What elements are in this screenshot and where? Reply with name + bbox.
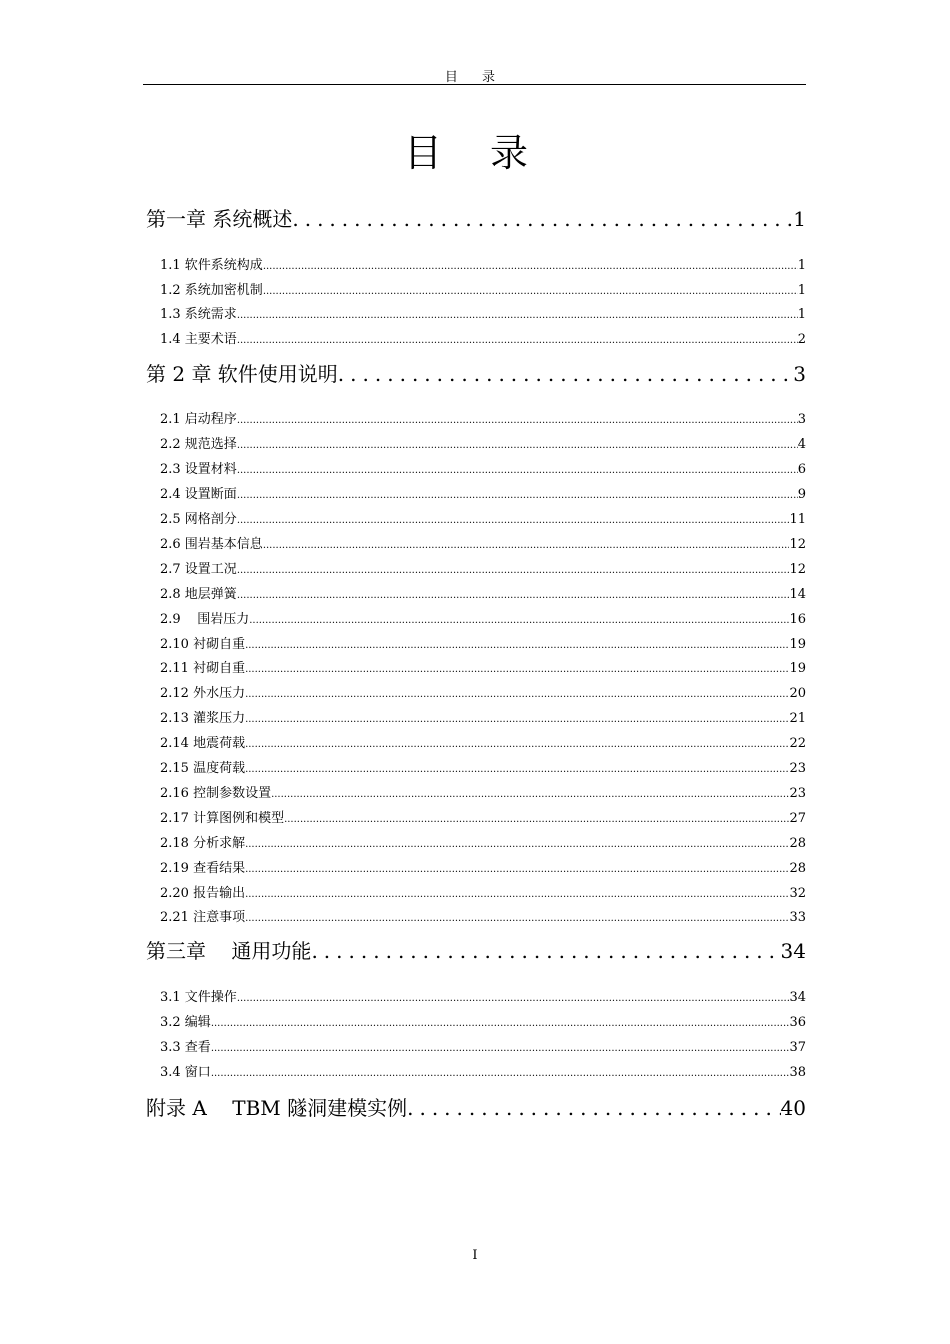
dot-leader xyxy=(263,261,798,272)
toc-section-label: 1.3 系统需求 xyxy=(160,307,237,321)
toc-page-number: 3 xyxy=(793,362,806,386)
toc-page-number: 32 xyxy=(789,886,806,900)
toc-section[interactable] xyxy=(160,986,806,1004)
toc-page-number: 12 xyxy=(789,562,806,576)
toc-section-label: 1.1 软件系统构成 xyxy=(160,258,263,272)
toc-chapter-2[interactable] xyxy=(146,358,806,386)
toc-section[interactable] xyxy=(160,328,806,346)
toc-page-number: 1 xyxy=(793,207,806,231)
header-rule xyxy=(143,84,806,85)
toc-page-number: 34 xyxy=(780,939,806,963)
toc-section[interactable] xyxy=(160,254,806,272)
toc-page-number: 20 xyxy=(789,686,806,700)
toc-page-number: 23 xyxy=(789,786,806,800)
dot-leader xyxy=(245,664,789,675)
toc-section-label: 2.6 围岩基本信息 xyxy=(160,537,263,551)
toc-page-number: 37 xyxy=(789,1040,806,1054)
toc-page-number: 38 xyxy=(789,1065,806,1079)
dot-leader xyxy=(211,1018,790,1029)
toc-section[interactable] xyxy=(160,832,806,850)
toc-section-label: 3.2 编辑 xyxy=(160,1015,211,1029)
dot-leader xyxy=(263,286,798,297)
toc-section-label: 2.12 外水压力 xyxy=(160,686,246,700)
dot-leader xyxy=(245,889,789,900)
toc-section-label: 2.4 设置断面 xyxy=(160,487,237,501)
toc-page-number: 12 xyxy=(789,537,806,551)
toc-page-number: 6 xyxy=(797,462,806,476)
dot-leader xyxy=(211,1068,790,1079)
toc-section-label: 2.7 设置工况 xyxy=(160,562,237,576)
toc-page-number: 33 xyxy=(789,910,806,924)
toc-page-number: 36 xyxy=(789,1015,806,1029)
toc-page-number: 3 xyxy=(797,412,806,426)
toc-page-number: 34 xyxy=(789,990,806,1004)
toc-section-label: 2.10 衬砌自重 xyxy=(160,637,246,651)
toc-page-number: 40 xyxy=(780,1096,806,1120)
toc-section[interactable] xyxy=(160,682,806,700)
toc-page-number: 21 xyxy=(789,711,806,725)
toc-section-label: 2.13 灌浆压力 xyxy=(160,711,246,725)
toc-section[interactable] xyxy=(160,558,806,576)
dot-leader xyxy=(237,335,798,346)
toc-page-number: 16 xyxy=(789,612,806,626)
dot-leader xyxy=(263,540,790,551)
toc-page-number: 4 xyxy=(797,437,806,451)
toc-section[interactable] xyxy=(160,1036,806,1054)
toc-chapter-label: 第一章 系统概述 xyxy=(146,207,293,231)
dot-leader xyxy=(292,207,793,231)
toc-section[interactable] xyxy=(160,608,806,626)
toc-section[interactable] xyxy=(160,732,806,750)
dot-leader xyxy=(237,590,790,601)
toc-section[interactable] xyxy=(160,303,806,321)
dot-leader xyxy=(237,465,798,476)
toc-section-label: 2.8 地层弹簧 xyxy=(160,587,237,601)
toc-section-label: 2.17 计算图例和模型 xyxy=(160,811,285,825)
dot-leader xyxy=(311,939,780,963)
toc-section[interactable] xyxy=(160,633,806,651)
toc-chapter-label: 第三章 通用功能 xyxy=(146,939,312,963)
dot-leader xyxy=(245,913,789,924)
toc-page-number: 28 xyxy=(789,836,806,850)
dot-leader xyxy=(237,515,790,526)
dot-leader xyxy=(245,764,789,775)
toc-section[interactable] xyxy=(160,508,806,526)
toc-section[interactable] xyxy=(160,483,806,501)
toc-section-label: 2.2 规范选择 xyxy=(160,437,237,451)
toc-section[interactable] xyxy=(160,279,806,297)
dot-leader xyxy=(245,864,789,875)
dot-leader xyxy=(237,440,798,451)
toc-page-number: 2 xyxy=(797,332,806,346)
toc-section-label: 1.2 系统加密机制 xyxy=(160,283,263,297)
toc-appendix-a[interactable] xyxy=(146,1092,806,1120)
running-header: 目 录 xyxy=(444,70,506,85)
toc-page-number: 1 xyxy=(797,307,806,321)
toc-section-label: 3.1 文件操作 xyxy=(160,990,237,1004)
toc-section[interactable] xyxy=(160,757,806,775)
toc-section[interactable] xyxy=(160,458,806,476)
toc-page-number: 9 xyxy=(797,487,806,501)
dot-leader xyxy=(237,415,798,426)
toc-section-label: 2.11 衬砌自重 xyxy=(160,661,246,675)
toc-chapter-label: 附录 A TBM 隧洞建模实例 xyxy=(146,1096,408,1120)
dot-leader xyxy=(245,739,789,750)
toc-section-label: 2.21 注意事项 xyxy=(160,910,246,924)
dot-leader xyxy=(237,490,798,501)
toc-section-label: 2.5 网格剖分 xyxy=(160,512,237,526)
toc-page-number: 23 xyxy=(789,761,806,775)
toc-section-label: 2.18 分析求解 xyxy=(160,836,246,850)
dot-leader xyxy=(237,310,798,321)
toc-chapter-label: 第 2 章 软件使用说明 xyxy=(146,362,338,386)
toc-section[interactable] xyxy=(160,782,806,800)
toc-page-number: 28 xyxy=(789,861,806,875)
toc-section[interactable] xyxy=(160,1061,806,1079)
toc-section[interactable] xyxy=(160,533,806,551)
toc-section-label: 1.4 主要术语 xyxy=(160,332,237,346)
dot-leader xyxy=(249,615,789,626)
toc-section-label: 2.19 查看结果 xyxy=(160,861,246,875)
toc-page-number: 14 xyxy=(789,587,806,601)
toc-section-label: 2.9 围岩压力 xyxy=(160,612,250,626)
toc-section[interactable] xyxy=(160,882,806,900)
toc-page-number: 19 xyxy=(789,661,806,675)
toc-section[interactable] xyxy=(160,1011,806,1029)
toc-section[interactable] xyxy=(160,583,806,601)
toc-section-label: 2.15 温度荷载 xyxy=(160,761,246,775)
dot-leader xyxy=(211,1043,790,1054)
dot-leader xyxy=(245,689,789,700)
toc-chapter-3[interactable] xyxy=(146,935,806,963)
toc-section[interactable] xyxy=(160,807,806,825)
dot-leader xyxy=(237,565,790,576)
toc-title: 目 录 xyxy=(403,131,547,175)
toc-section-label: 3.4 窗口 xyxy=(160,1065,211,1079)
toc-page-number: 19 xyxy=(789,637,806,651)
toc-page-number: 1 xyxy=(797,258,806,272)
toc-section-label: 2.3 设置材料 xyxy=(160,462,237,476)
footer-page-number: I xyxy=(472,1248,478,1263)
toc-page-number: 22 xyxy=(789,736,806,750)
dot-leader xyxy=(338,362,793,386)
toc-section[interactable] xyxy=(160,857,806,875)
dot-leader xyxy=(407,1096,780,1120)
toc-section-label: 2.20 报告输出 xyxy=(160,886,246,900)
toc-chapter-1[interactable] xyxy=(146,203,806,231)
dot-leader xyxy=(245,640,789,651)
toc-section[interactable] xyxy=(160,408,806,426)
toc-section[interactable] xyxy=(160,906,806,924)
toc-section[interactable] xyxy=(160,657,806,675)
toc-section-label: 2.1 启动程序 xyxy=(160,412,237,426)
toc-section-label: 2.14 地震荷载 xyxy=(160,736,246,750)
toc-page-number: 27 xyxy=(789,811,806,825)
toc-section-label: 2.16 控制参数设置 xyxy=(160,786,272,800)
dot-leader xyxy=(271,789,789,800)
toc-section[interactable] xyxy=(160,707,806,725)
dot-leader xyxy=(245,714,789,725)
toc-page-number: 11 xyxy=(789,512,806,526)
dot-leader xyxy=(245,839,789,850)
dot-leader xyxy=(284,814,789,825)
dot-leader xyxy=(237,993,790,1004)
toc-section-label: 3.3 查看 xyxy=(160,1040,211,1054)
toc-page-number: 1 xyxy=(797,283,806,297)
toc-section[interactable] xyxy=(160,433,806,451)
